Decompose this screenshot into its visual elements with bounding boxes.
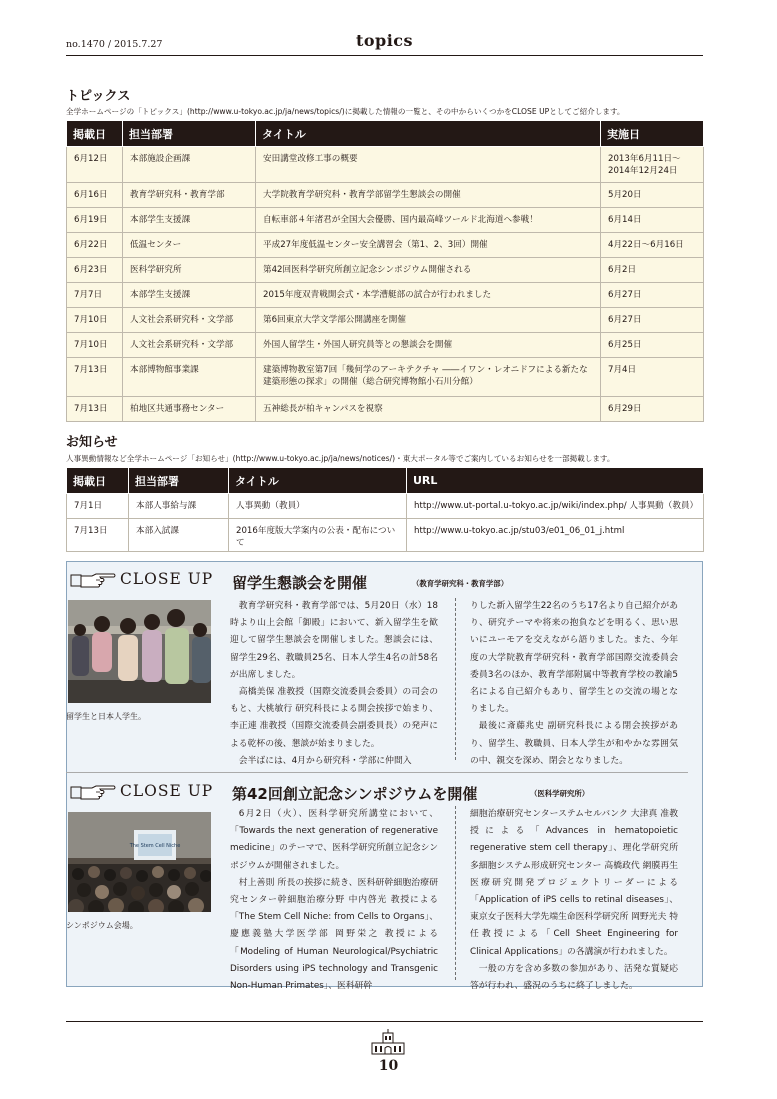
table-cell: 本部学生支援課 <box>123 283 256 308</box>
table-row[interactable] <box>67 258 704 283</box>
article-paragraph: 村上善則 所長の挨拶に続き、医科研幹細胞治療研究センター幹細胞治療分野 中内啓光 教授による「The Stem Cell Niche: from Cells to Organs」、慶應義塾大学医学部 岡野栄之 教授による「Modeling of Human Neurological/Psychiatric Disorders using iPS technology and Transgenic Non-Human Primates」、医科研幹 <box>230 877 438 992</box>
table-cell: 人事異動（教員） <box>229 494 407 519</box>
column-header: URL <box>407 468 704 494</box>
closeup-title: 留学生懇談会を開催 <box>232 574 368 592</box>
table-row[interactable] <box>67 397 704 422</box>
yasuda-auditorium-logo-icon <box>368 1028 408 1056</box>
column-header: 掲載日 <box>67 121 123 147</box>
table-row[interactable] <box>67 208 704 233</box>
table-row[interactable] <box>67 183 704 208</box>
table-cell: 安田講堂改修工事の概要 <box>256 147 601 183</box>
closeup-heading <box>70 570 230 592</box>
table-cell: 5月20日 <box>601 183 704 208</box>
table-cell: 6月29日 <box>601 397 704 422</box>
table-cell: 第42回医科学研究所創立記念シンポジウム開催される <box>256 258 601 283</box>
table-row[interactable] <box>67 308 704 333</box>
topics-title: トピックス <box>66 89 131 104</box>
article-paragraph: 一般の方を含め多数の参加があり、活発な質疑応答が行われ、盛況のうちに終了しました。 <box>470 963 678 992</box>
pointing-hand-icon <box>70 572 116 588</box>
pointing-hand-icon <box>70 784 116 800</box>
topics-table <box>66 120 704 422</box>
table-cell: 第6回東京大学文学部公開講座を開催 <box>256 308 601 333</box>
table-cell: 4月22日～6月16日 <box>601 233 704 258</box>
table-cell: 本部入試課 <box>129 519 229 552</box>
table-cell: 6月14日 <box>601 208 704 233</box>
column-divider <box>455 806 456 980</box>
table-cell: 6月27日 <box>601 283 704 308</box>
photo-caption: 留学生と日本人学生。 <box>66 712 146 721</box>
table-cell: 6月25日 <box>601 333 704 358</box>
table-cell: 6月16日 <box>67 183 123 208</box>
table-cell: 建築博物教室第7回「幾何学のアーキテクチャ ――イワン・レオニドフによる新たな建築形態の探求」の開催（総合研究博物館小石川分館） <box>256 358 601 397</box>
table-cell: 教育学研究科・教育学部 <box>123 183 256 208</box>
table-cell: 平成27年度低温センター安全講習会（第1、2、3回）開催 <box>256 233 601 258</box>
table-cell: 6月19日 <box>67 208 123 233</box>
table-row[interactable] <box>67 494 704 519</box>
article-paragraph: 教育学研究科・教育学部では、5月20日（水）18時より山上会館「御殿」において、新入留学生を歓迎して留学生懇談会を開催しました。懇談会には、留学生29名、教職員25名、日本人学生4名の計58名が出席しました。 <box>230 601 438 680</box>
closeup-label: CLOSE UP <box>120 782 214 800</box>
article-paragraph: 高橋美保 准教授（国際交流委員会委員）の司会のもと、大桃敏行 研究科長による開会挨拶で始まり、李正連 准教授（国際交流委員会副委員長）の発声による乾杯の後、懇談が始まりました。 <box>230 687 438 749</box>
article-column-left <box>230 806 438 995</box>
closeup-separator <box>66 772 688 773</box>
table-cell: 本部学生支援課 <box>123 208 256 233</box>
photo-caption: シンポジウム会場。 <box>66 921 138 930</box>
table-cell: 6月23日 <box>67 258 123 283</box>
closeup-title: 第42回創立記念シンポジウムを開催 <box>232 785 478 803</box>
article-paragraph: りした新入留学生22名のうち17名より自己紹介があり、研究テーマや将来の抱負などを明るく、思い思いにユーモアを交えながら語りました。また、今年度の大学院教育学研究科・教育学部国際交流委員会委員3名のほか、教育学部附属中等教育学校の教諭5名による自己紹介もあり、留学生との交流の場となりました。 <box>470 601 678 715</box>
article-column-right <box>470 806 678 995</box>
table-cell: http://www.u-tokyo.ac.jp/stu03/e01_06_01_j.html <box>407 519 704 552</box>
table-cell: http://www.ut-portal.u-tokyo.ac.jp/wiki/index.php/ 人事異動（教員） <box>407 494 704 519</box>
table-cell: 6月12日 <box>67 147 123 183</box>
issue-info: no.1470 / 2015.7.27 <box>66 39 163 50</box>
notices-table <box>66 467 704 552</box>
students-photo-image <box>68 600 211 703</box>
page-number: 10 <box>378 1058 399 1074</box>
column-header: 掲載日 <box>67 468 129 494</box>
table-cell: 本部博物館事業課 <box>123 358 256 397</box>
table-row[interactable] <box>67 283 704 308</box>
photo-students <box>68 600 211 703</box>
article-paragraph: 細胞治療研究センターステムセルバンク 大津真 准教授による「Advances in hematopoietic regenerative stem cell therapy」、理化学研究所 多細胞システム形成研究センター 高橋政代 網膜再生医療研究開発プロジェクトリーダーによる「Application of iPS cells to retinal diseases」、東京女子医科大学先端生命医科学研究所 岡野光夫 特任教授による「Cell Sheet Engineering for Clinical Applications」の各講演が行われました。 <box>470 809 678 957</box>
notices-title: お知らせ <box>66 435 118 450</box>
article-column-right <box>470 598 678 770</box>
table-cell: 7月13日 <box>67 358 123 397</box>
column-header: 実施日 <box>601 121 704 147</box>
closeup-heading <box>70 782 230 804</box>
table-cell: 7月10日 <box>67 308 123 333</box>
table-cell: 6月27日 <box>601 308 704 333</box>
table-cell: 6月22日 <box>67 233 123 258</box>
table-cell: 2013年6月11日～2014年12月24日 <box>601 147 704 183</box>
table-cell: 柏地区共通事務センター <box>123 397 256 422</box>
page-header <box>66 30 703 56</box>
table-header-row <box>67 468 704 494</box>
column-header: 担当部署 <box>129 468 229 494</box>
footer-rule <box>66 1021 703 1022</box>
table-row[interactable] <box>67 233 704 258</box>
column-header: タイトル <box>229 468 407 494</box>
table-row[interactable] <box>67 519 704 552</box>
table-header-row <box>67 121 704 147</box>
table-cell: 2015年度双青戦開会式・本学漕艇部の試合が行われました <box>256 283 601 308</box>
table-cell: 7月1日 <box>67 494 129 519</box>
column-header: 担当部署 <box>123 121 256 147</box>
table-row[interactable] <box>67 333 704 358</box>
closeup-department: （医科学研究所） <box>530 789 590 798</box>
table-cell: 2016年度版大学案内の公表・配布について <box>229 519 407 552</box>
table-cell: 自転車部４年渚君が全国大会優勝、国内最高峰ツールド北海道へ参戦！ <box>256 208 601 233</box>
table-row[interactable] <box>67 147 704 183</box>
table-cell: 7月4日 <box>601 358 704 397</box>
table-cell: 大学院教育学研究科・教育学部留学生懇談会の開催 <box>256 183 601 208</box>
table-cell: 人文社会系研究科・文学部 <box>123 308 256 333</box>
table-cell: 7月13日 <box>67 519 129 552</box>
table-cell: 外国人留学生・外国人研究員等との懇談会を開催 <box>256 333 601 358</box>
topics-description: 全学ホームページの「トピックス」(http://www.u-tokyo.ac.jp/ja/news/topics/)に掲載した情報の一覧と、その中からいくつかをCLOSE UPとしてご紹介します。 <box>66 107 625 116</box>
article-paragraph: 会半ばには、4月から研究科・学部に仲間入 <box>238 755 412 766</box>
notices-description: 人事異動情報など全学ホームページ「お知らせ」(http://www.u-tokyo.ac.jp/ja/news/notices/)・東大ポータル等でご案内しているお知らせを一部掲載します。 <box>66 454 615 463</box>
projector-screen-text: The Stem Cell Niche <box>129 843 181 849</box>
table-cell: 医科学研究所 <box>123 258 256 283</box>
table-cell: 本部人事給与課 <box>129 494 229 519</box>
table-cell: 人文社会系研究科・文学部 <box>123 333 256 358</box>
table-cell: 7月7日 <box>67 283 123 308</box>
table-cell: 7月10日 <box>67 333 123 358</box>
article-column-left <box>230 598 438 770</box>
closeup-label: CLOSE UP <box>120 570 214 588</box>
closeup-department: （教育学研究科・教育学部） <box>412 579 509 588</box>
column-divider <box>455 598 456 760</box>
table-row[interactable] <box>67 358 704 397</box>
photo-symposium <box>68 812 211 912</box>
table-cell: 低温センター <box>123 233 256 258</box>
table-cell: 五神総長が柏キャンパスを視察 <box>256 397 601 422</box>
table-cell: 6月2日 <box>601 258 704 283</box>
table-cell: 本部施設企画課 <box>123 147 256 183</box>
article-paragraph: 6月2日（火）、医科学研究所講堂において、「Towards the next generation of regenerative medicine」のテーマで、医科学研究所創立記念シンポジウムが開催されました。 <box>230 809 438 871</box>
column-header: タイトル <box>256 121 601 147</box>
section-brand: topics <box>355 31 414 50</box>
symposium-photo-image <box>68 812 211 912</box>
article-paragraph: 最後に斎藤兆史 副研究科長による閉会挨拶があり、留学生、教職員、日本人学生が和やかな雰囲気の中、親交を深め、閉会となりました。 <box>470 721 678 766</box>
table-cell: 7月13日 <box>67 397 123 422</box>
